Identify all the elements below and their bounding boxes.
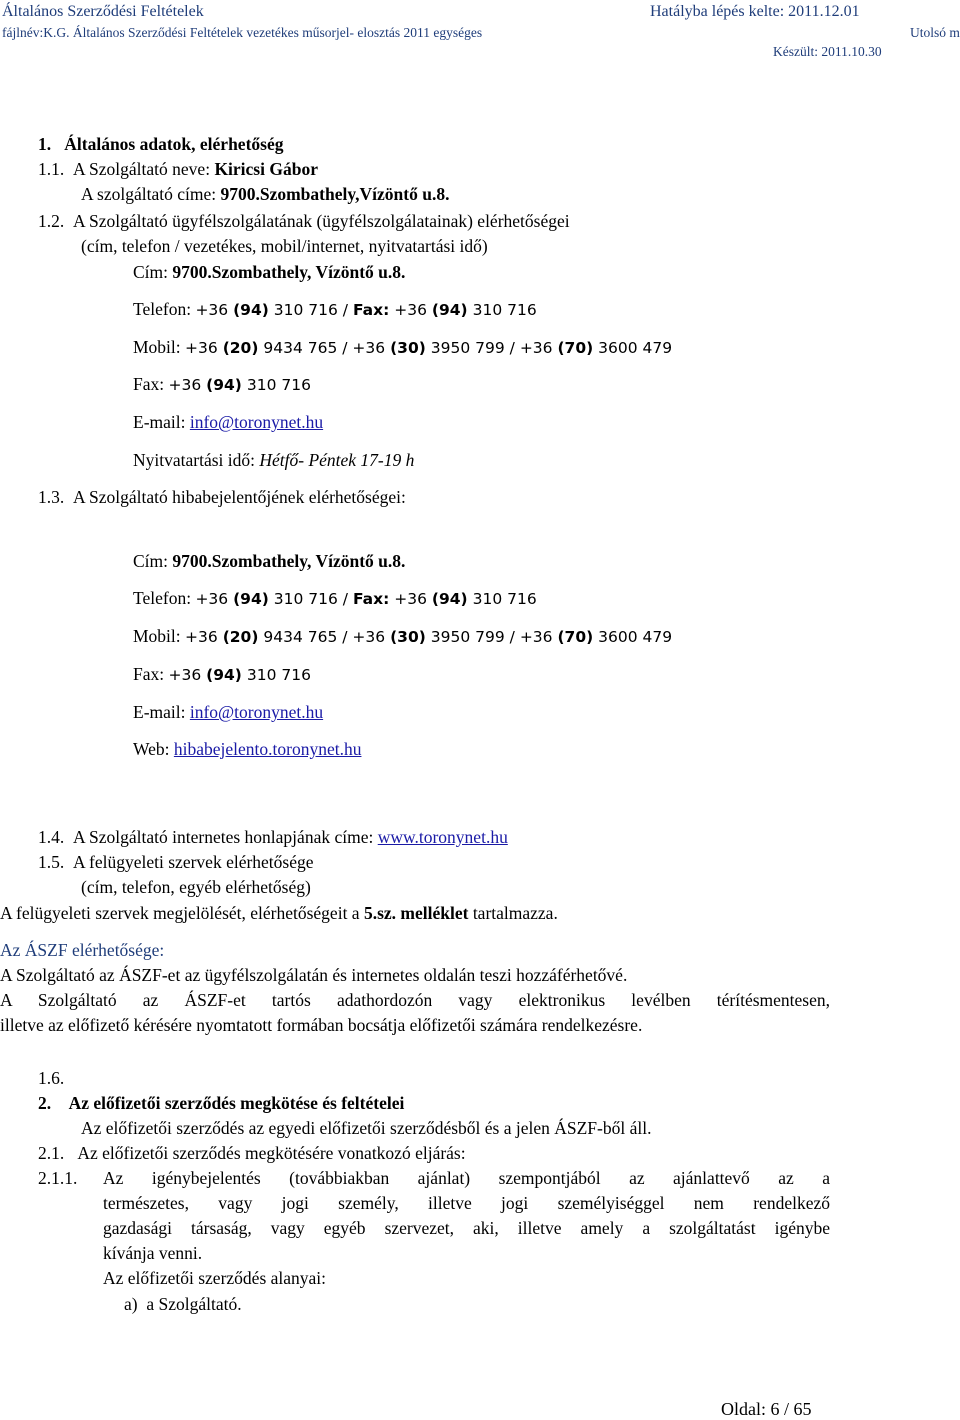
section-1-heading: 1. Általános adatok, elérhetőség (38, 134, 284, 154)
aszf-availability-title: Az ÁSZF elérhetősége: (0, 940, 165, 960)
section-2-1-1-line1: Az igénybejelentés (továbbiakban ajánlat) szempontjából az ajánlattevő az a (103, 1168, 830, 1188)
service-fax: Fax: +36 (94) 310 716 (133, 374, 311, 394)
section-1-5-subtitle: (cím, telefon, egyéb elérhetőség) (81, 877, 311, 897)
fault-web-link[interactable]: hibabejelento.toronynet.hu (173, 739, 362, 759)
header-title: Általános Szerződési Feltételek (2, 3, 204, 20)
supervisory-reference: A felügyeleti szervek megjelölését, elérhetőségeit a 5.sz. melléklet tartalmazza. (0, 903, 558, 923)
header-created: Készült: 2011.10.30 (773, 44, 882, 59)
section-1-6: 1.6. (38, 1068, 65, 1088)
service-phone: Telefon: +36 (94) 310 716 / Fax: +36 (94) 310 716 (133, 299, 537, 319)
section-1-3: 1.3. A Szolgáltató hibabejelentőjének elérhetőségei: (38, 487, 406, 507)
section-1-5: 1.5. A felügyeleti szervek elérhetősége (38, 852, 314, 872)
service-address: Cím: 9700.Szombathely, Vízöntő u.8. (133, 262, 406, 282)
contract-party-a: a) a Szolgáltató. (124, 1294, 242, 1314)
aszf-availability-p1: A Szolgáltató az ÁSZF-et az ügyfélszolgálatán és internetes oldalán teszi hozzáférhetővé. (0, 965, 628, 985)
email-link[interactable]: info@toronynet.hu (189, 412, 324, 432)
aszf-availability-p2-line2: illetve az előfizető kérésére nyomtatott formában bocsátja előfizetői számára rendelkezésre. (0, 1015, 643, 1035)
fault-email-link[interactable]: info@toronynet.hu (189, 702, 324, 722)
fault-web: Web: hibabejelento.toronynet.hu (133, 739, 362, 759)
section-2-1-1-line4: kívánja venni. (103, 1243, 203, 1263)
section-2-1-1-line2: természetes, vagy jogi személy, illetve jogi személyiséggel nem rendelkező (103, 1193, 830, 1213)
opening-hours: Nyitvatartási idő: Hétfő- Péntek 17-19 h (133, 450, 415, 470)
contract-parties-title: Az előfizetői szerződés alanyai: (103, 1268, 327, 1288)
section-1-4: 1.4. A Szolgáltató internetes honlapjának címe: www.toronynet.hu (38, 827, 508, 847)
page-number: Oldal: 6 / 65 (721, 1399, 812, 1419)
provider-name: Kiricsi Gábor (214, 159, 318, 179)
section-2-1: 2.1. Az előfizetői szerződés megkötésére vonatkozó eljárás: (38, 1143, 466, 1163)
fault-email: E-mail: info@toronynet.hu (133, 702, 324, 722)
section-2-heading: 2. Az előfizetői szerződés megkötése és feltételei (38, 1093, 405, 1113)
fault-mobile: Mobil: +36 (20) 9434 765 / +36 (30) 3950 799 / +36 (70) 3600 479 (133, 626, 673, 646)
fault-address: Cím: 9700.Szombathely, Vízöntő u.8. (133, 551, 406, 571)
section-1-1: 1.1. A Szolgáltató neve: Kiricsi Gábor (38, 159, 318, 179)
fault-fax: Fax: +36 (94) 310 716 (133, 664, 311, 684)
section-2-1-1-number: 2.1.1. (38, 1168, 78, 1188)
website-link[interactable]: www.toronynet.hu (377, 827, 508, 847)
section-1-2: 1.2. A Szolgáltató ügyfélszolgálatának (ügyfélszolgálatainak) elérhetőségei (38, 211, 570, 231)
header-filename: fájlnév:K.G. Általános Szerződési Feltételek vezetékes műsorjel- elosztás 2011 egységes (2, 25, 483, 40)
fault-phone: Telefon: +36 (94) 310 716 / Fax: +36 (94) 310 716 (133, 588, 537, 608)
service-mobile: Mobil: +36 (20) 9434 765 / +36 (30) 3950 799 / +36 (70) 3600 479 (133, 337, 673, 357)
header-effective-date: Hatályba lépés kelte: 2011.12.01 (650, 3, 860, 20)
provider-address: A szolgáltató címe: 9700.Szombathely,Vízöntő u.8. (81, 184, 450, 204)
section-2-1-1-line3: gazdasági társaság, vagy egyéb szervezet, aki, illetve amely a szolgáltatást igénybe (103, 1218, 830, 1238)
section-1-2-subtitle: (cím, telefon / vezetékes, mobil/internet, nyitvatartási idő) (81, 236, 488, 256)
service-email: E-mail: info@toronynet.hu (133, 412, 324, 432)
aszf-availability-p2-line1: A Szolgáltató az ÁSZF-et tartós adathordozón vagy elektronikus levélben térítésmentesen, (0, 990, 830, 1010)
section-2-intro: Az előfizetői szerződés az egyedi előfizetői szerződésből és a jelen ÁSZF-ből áll. (81, 1118, 652, 1138)
header-last-modified: Utolsó m (910, 25, 960, 40)
